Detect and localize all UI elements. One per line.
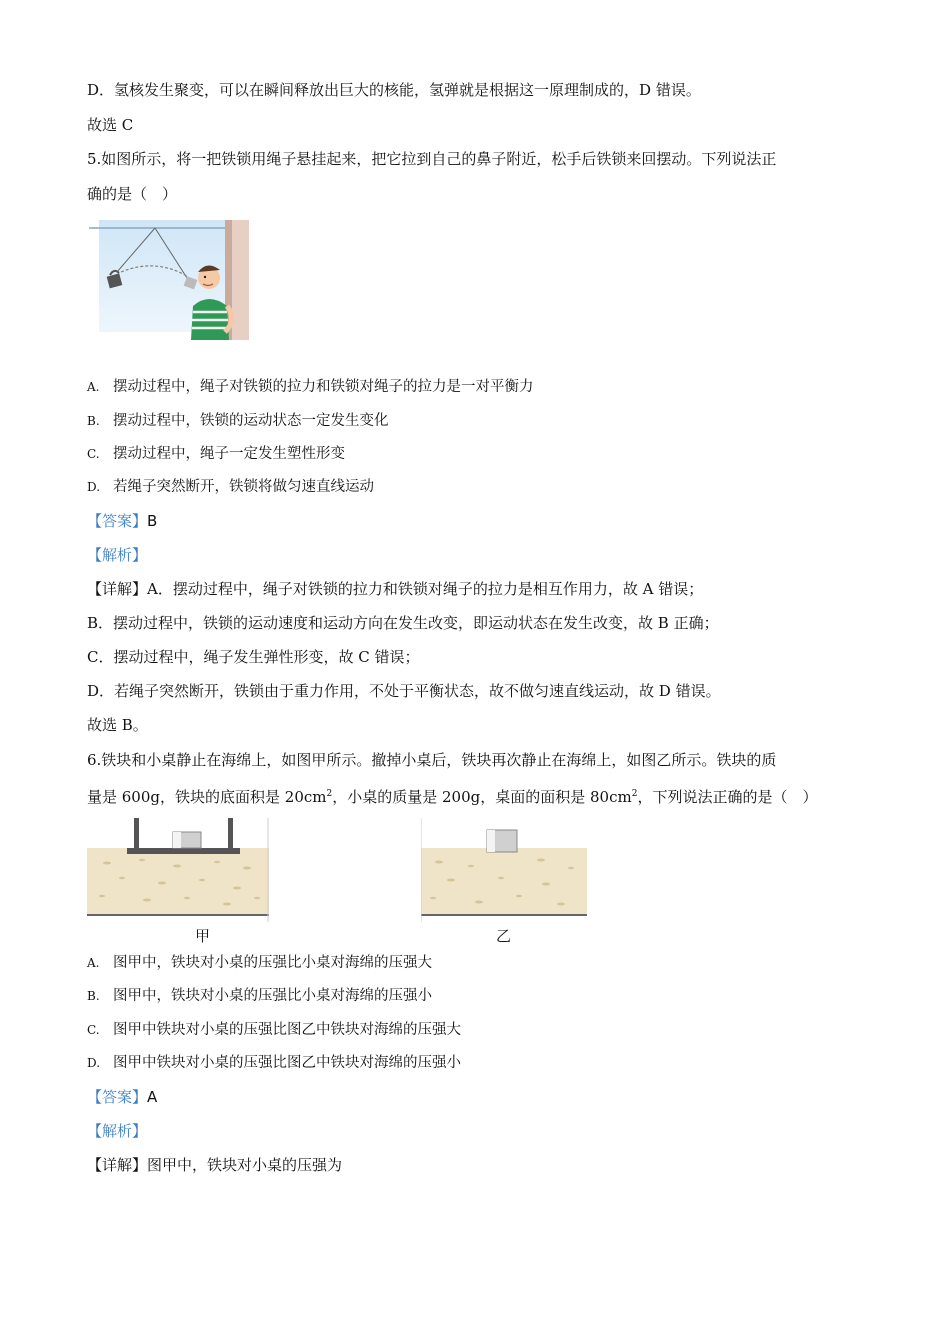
option-text: 图甲中铁块对小桌的压强比图乙中铁块对海绵的压强小 [113,1055,461,1071]
prev-option-d: D．氢核发生聚变，可以在瞬间释放出巨大的核能，氢弹就是根据这一原理制成的，D 错误。 [87,81,701,99]
prev-conclusion: 故选 C [87,116,134,134]
detail-text: 图甲中，铁块对小桌的压强为 [147,1156,343,1174]
option-text: 图甲中，铁块对小桌的压强比小桌对海绵的压强小 [113,988,432,1004]
stem-part: ，小桌的质量是 200g，桌面的面积是 80cm [332,788,632,806]
stem-part: 量是 600g，铁块的底面积是 20cm [87,788,327,806]
q6-option-c [87,1019,461,1041]
option-letter: C. [87,1023,100,1037]
option-text: 摆动过程中，铁锁的运动状态一定发生变化 [113,413,389,429]
q6-detail-start [87,1154,342,1176]
option-letter: D. [87,480,101,494]
option-letter: D. [87,1056,101,1070]
q5-analysis-tag: 【解析】 [87,546,148,564]
answer-value: A [147,1088,158,1106]
q5-detail-a [87,578,703,600]
option-letter: A. [87,956,100,970]
figure-yi-block-on-sponge [421,818,587,922]
q5-detail-b: B．摆动过程中，铁锁的运动速度和运动方向在发生改变，即运动状态在发生改变，故 B 正确； [87,614,719,632]
superscript: 2 [326,789,333,799]
q5-option-c [87,443,345,465]
q6-option-d [87,1052,461,1074]
figure-yi-label: 乙 [496,927,512,945]
q6-answer [87,1086,157,1108]
answer-tag: 【答案】 [87,1088,148,1106]
stem-part: ，下列说法正确的是（ ） [637,788,818,806]
q5-option-d [87,476,374,498]
figure-jia-table-on-sponge [87,818,269,922]
q6-stem-line1: 6.铁块和小桌静止在海绵上，如图甲所示。撤掉小桌后，铁块再次静止在海绵上，如图乙所示。铁块的质 [87,751,777,769]
detail-tag: 【详解】 [87,1156,148,1174]
q5-detail-c: C．摆动过程中，绳子发生弹性形变，故 C 错误； [87,648,420,666]
answer-tag: 【答案】 [87,512,148,530]
q5-conclusion: 故选 B。 [87,716,148,734]
option-letter: A. [87,380,100,394]
option-text: 摆动过程中，绳子对铁锁的拉力和铁锁对绳子的拉力是一对平衡力 [113,379,534,395]
q5-stem-line2: 确的是（ ） [87,185,178,203]
q6-analysis-tag: 【解析】 [87,1122,148,1140]
figure-jia-label: 甲 [195,927,211,945]
answer-value: B [147,512,158,530]
option-letter: B. [87,989,100,1003]
option-letter: C. [87,447,100,461]
q6-stem-line2 [87,786,817,808]
detail-text: A．摆动过程中，绳子对铁锁的拉力和铁锁对绳子的拉力是相互作用力，故 A 错误； [147,580,704,598]
q5-answer [87,510,157,532]
option-letter: B. [87,414,100,428]
q6-option-b [87,985,432,1007]
q6-option-a [87,952,432,974]
superscript: 2 [631,789,638,799]
detail-tag: 【详解】 [87,580,148,598]
q5-detail-d: D．若绳子突然断开，铁锁由于重力作用，不处于平衡状态，故不做匀速直线运动，故 D 错误。 [87,682,721,700]
option-text: 若绳子突然断开，铁锁将做匀速直线运动 [113,479,374,495]
q5-option-a [87,376,534,398]
option-text: 图甲中，铁块对小桌的压强比小桌对海绵的压强大 [113,955,432,971]
q5-option-b [87,410,389,432]
q5-stem-line1: 5.如图所示，将一把铁锁用绳子悬挂起来，把它拉到自己的鼻子附近，松手后铁锁来回摆动。下列说法正 [87,150,777,168]
option-text: 摆动过程中，绳子一定发生塑性形变 [113,446,345,462]
pendulum-lock-figure [87,220,249,340]
option-text: 图甲中铁块对小桌的压强比图乙中铁块对海绵的压强大 [113,1022,461,1038]
